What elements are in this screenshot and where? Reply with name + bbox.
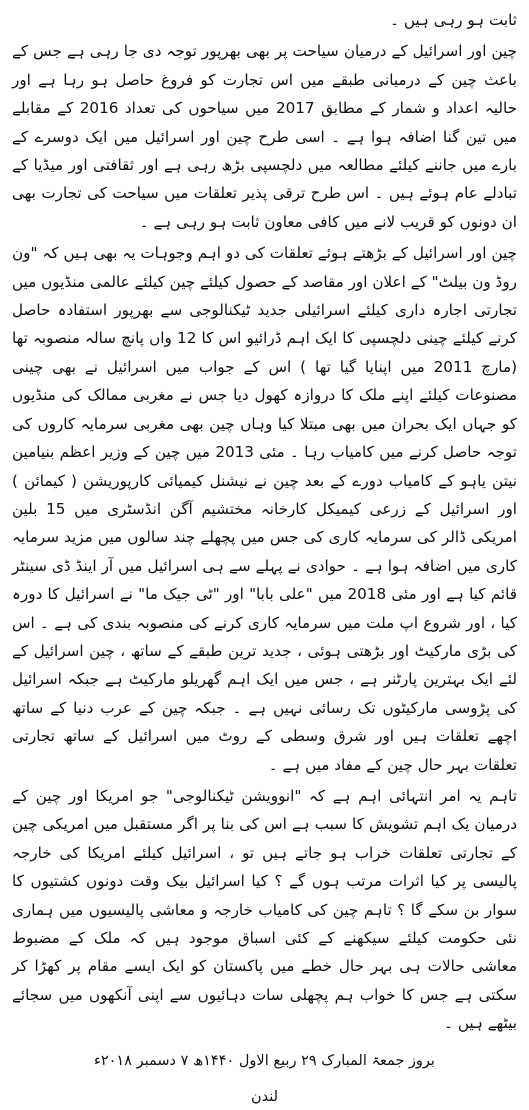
paragraph-continuation: ثابت ہو رہی ہیں ۔ — [390, 11, 517, 29]
dateline: بروز جمعۃ المبارک ۲۹ ربیع الاول ۱۴۴۰ھ ۷ دسمبر ۲۰۱۸ء — [94, 1052, 435, 1069]
paragraph-conclusion: تاہم یہ امر انتہائی اہم ہے کہ "انوویشن ٹیکنالوجی" جو امریکا اور چین کے درمیان یک اہم تشویش کا سبب ہے اس کی بنا پر اگر مستقبل میں امریکی چین کے تجارتی تعلقات خراب ہو جاتے ہیں تو ، اسرائیل کیلئے امریکا کی خارجہ پالیسی پر کیا اثرات مرتب ہوں گے ؟ کیا اسرائیل بیک وقت دونوں کشتیوں کا سوار بن سکے گا ؟ تاہم چین کی کامیاب خارجہ و معاشی پالیسیوں میں ہماری نئی حکومت کیلئے سیکھنے کے کئی اسباق موجود ہیں کہ ملک کے مضبوط معاشی حالات ہی بہر حال خطے میں پاکستان کو ایک ایسے مقام پر کھڑا کر سکتی ہے جس کا خواب ہم پچھلی سات دہائیوں سے اپنی آنکھوں میں سجائے بیٹھے ہیں ۔ — [12, 786, 517, 1033]
place-name: لندن — [250, 1088, 279, 1105]
paragraph-tourism: چین اور اسرائیل کے درمیان سیاحت پر بھی بھرپور توجہ دی جا رہی ہے جس کے باعث چین کے درمیانی طبقے میں اس تجارت کو فروغ حاصل ہو رہا ہے اور حالیہ اعداد و شمار کے مطابق 2017 میں سیاحوں کی تعداد 2016 کے مقابلے میں تین گنا اضافہ ہوا ہے ۔ اسی طرح چین اور اسرائیل میں ایک دوسرے کے بارے میں جاننے کیلئے مطالعہ میں دلچسپی بڑھ رہی ہے اور ثقافتی اور میڈیا کے تبادلے عام ہوئے ہیں ۔ اس طرح ترقی پذیر تعلقات میں سیاحت کی تجارت بھی ان دونوں کو قریب لانے میں کافی معاون ثابت ہو رہی ہے ۔ — [12, 42, 518, 231]
paragraph-trade-relations: چین اور اسرائیل کے بڑھتے ہوئے تعلقات کی دو اہم وجوہات یہ بھی ہیں کہ "ون روڈ ون بیلٹ" کے اعلان اور مقاصد کے حصول کیلئے چین کیلئے عالمی منڈیوں میں تجارتی اجارہ داری کیلئے اسرائیلی جدید ٹیکنالوجی سے بھرپور استفادہ حاصل کرنے کیلئے چینی دلچسپی کا ایک اہم ڈرائیو اس کا 12 واں پانچ سالہ منصوبہ تھا (مارچ 2011 میں اپنایا گیا تھا ) اس کے جواب میں اسرائیل نے بھی چینی مصنوعات کیلئے اپنے ملک کا دروازہ کھول دیا جس نے مغربی ممالک کی منڈیوں کو جہاں ایک بحران میں بھی مبتلا کیا وہاں چین بھی مغربی سرمایہ کاروں کی توجہ حاصل کرنے میں کامیاب رہا ۔ مئی 2013 میں چین کے وزیر اعظم بنیامین نیتن یاہو کے کامیاب دورے کے بعد چین نے نیشنل کیمیائی کارپوریشن ( کیمائن ) اور اسرائیل کے زرعی کیمیکل کارخانہ مختشیم آگن انڈسٹری میں 15 بلین امریکی ڈالر کی سرمایہ کاری کی جس میں پچھلے چند سالوں میں مزید سرمایہ کاری میں اضافہ ہوا ہے ۔ حوادی نے پہلے سے ہی اسرائیل میں آر اینڈ ڈی سینٹر قائم کیا ہے اور مئی 2018 میں "علی بابا" اور "ٹی جیک ما" نے اسرائیل کا دورہ کیا ، اور شروع اپ ملت میں سرمایہ کاری کرنے کی منصوبہ بندی کی ہے ۔ اس کی بڑی مارکیٹ اور بڑھتی ہوئی ، جدید ترین طبقے کے ساتھ ، چین اسرائیل کے لئے ایک بہترین پارٹنر ہے ، جس میں ایک اہم گھریلو مارکیٹ ہے جبکہ اسرائیل کی پڑوسی مارکیٹوں تک رسائی نہیں ہے ۔ جبکہ چین کے عرب دنیا کے ساتھ اچھے تعلقات ہیں اور شرق وسطی کے روٹ میں اسرائیل کے ساتھ تجارتی تعلقات بہر حال چین کے مفاد میں ہے ۔ — [12, 244, 518, 774]
document-footer — [12, 1048, 517, 1110]
